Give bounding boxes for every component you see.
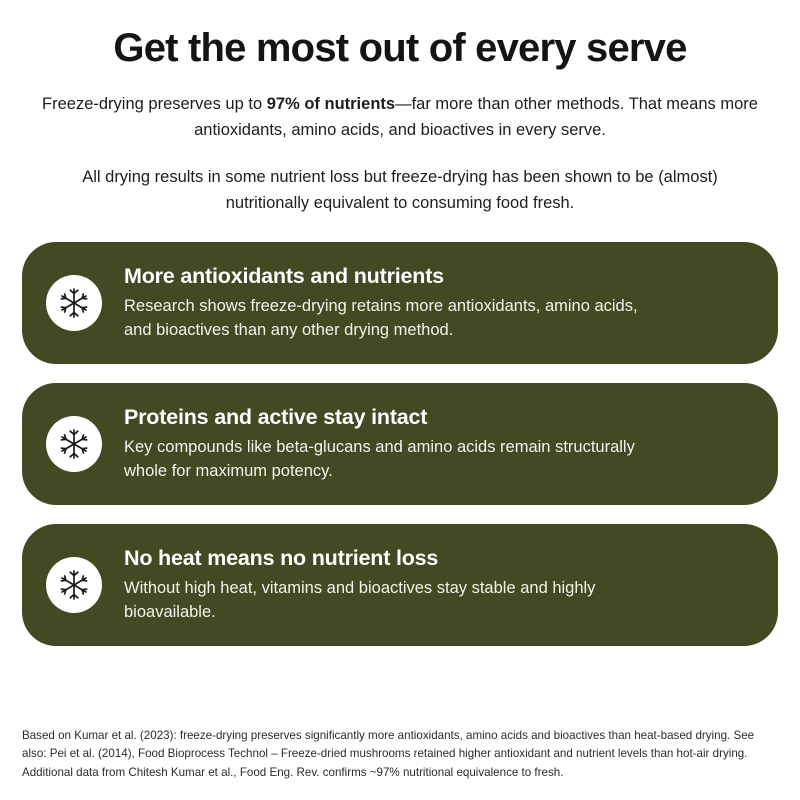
benefit-card-body xyxy=(124,546,752,624)
snowflake-icon xyxy=(46,275,102,331)
intro-1-after: —far more than other methods. That means more antioxidants, amino acids, and bioactives in every serve. xyxy=(194,95,758,139)
benefit-card-text: Without high heat, vitamins and bioactives stay stable and highly bioavailable. xyxy=(124,578,596,621)
intro-paragraph-1 xyxy=(29,92,771,143)
benefit-card-body xyxy=(124,264,752,342)
benefit-card xyxy=(22,242,778,364)
benefit-card xyxy=(22,524,778,646)
benefit-card-title: No heat means no nutrient loss xyxy=(124,546,439,571)
intro-paragraph-2: All drying results in some nutrient loss but freeze-drying has been shown to be (almost) nutritionally equivalent to consuming food fresh. xyxy=(82,168,718,212)
benefit-card-text: Key compounds like beta-glucans and amino acids remain structurally whole for maximum potency. xyxy=(124,437,635,480)
footnote-references: Based on Kumar et al. (2023): freeze-drying preserves significantly more antioxidants, amino acids and bioactives than heat-based drying. See also: Pei et al. (2014), Food Bioprocess Technol – Freeze-dried mushrooms retained higher antioxidant and nutrient levels than hot-air drying. Additional data from Chitesh Kumar et al., Food Eng. Rev. confirms ~97% nutritional equivalence to fresh. xyxy=(22,729,755,779)
benefit-card-text: Research shows freeze-drying retains more antioxidants, amino acids, and bioactives than any other drying method. xyxy=(124,296,638,339)
intro-1-before: Freeze-drying preserves up to xyxy=(42,95,267,113)
page-title: Get the most out of every serve xyxy=(113,26,687,70)
benefit-card-title: More antioxidants and nutrients xyxy=(124,264,444,289)
benefit-card xyxy=(22,383,778,505)
benefit-card-title: Proteins and active stay intact xyxy=(124,405,428,430)
intro-1-highlight: 97% of nutrients xyxy=(266,95,396,113)
benefit-card-list xyxy=(22,242,778,646)
benefit-card-body xyxy=(124,405,752,483)
snowflake-icon xyxy=(46,557,102,613)
snowflake-icon xyxy=(46,416,102,472)
